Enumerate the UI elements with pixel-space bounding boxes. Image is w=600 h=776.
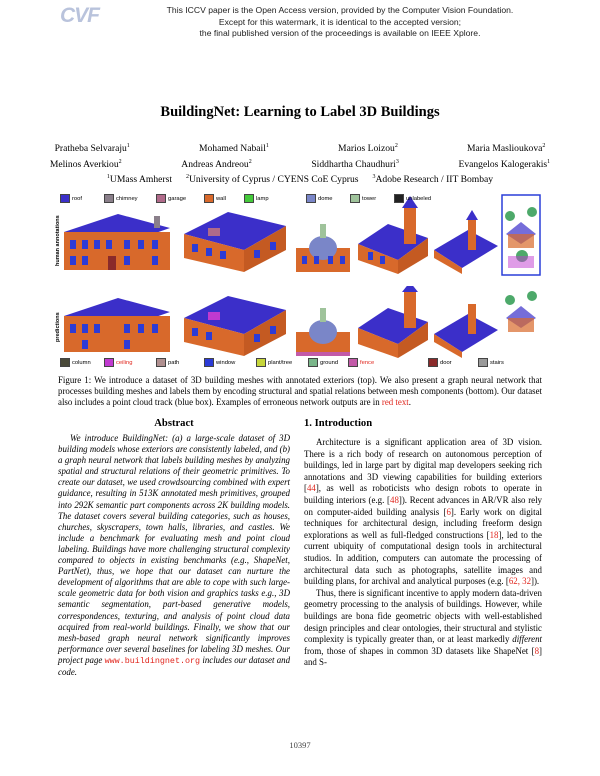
author: Siddhartha Chaudhuri$^3$ [311, 158, 399, 170]
author: Maria Maslioukova$^2$ [467, 143, 546, 155]
figure-1 [55, 194, 542, 370]
introduction-section [304, 418, 542, 669]
house-model [64, 298, 170, 352]
abstract-section [58, 418, 290, 678]
legend-item-path: path [156, 358, 179, 367]
watermark-notice [120, 5, 560, 40]
author: Mohamed Nabail$^1$ [198, 143, 269, 155]
predictions-row [55, 286, 542, 368]
project-url-link[interactable]: www.buildingnet.org [104, 655, 201, 666]
church-model [358, 196, 428, 274]
affiliation: $^1$UMass Amherst [106, 174, 172, 186]
house-model [184, 212, 286, 272]
caption-text: We introduce a dataset of 3D building meshes with annotated exteriors (top). We also present a graph neural network that processes building meshes and labels them by encoding structural and spatial relations between mesh components (bottom). Our dataset also includes a point cloud track (blue box). Examples of erroneous network outputs are in [58, 375, 542, 407]
author-row-2 [20, 156, 580, 172]
intro-paragraph-1: Architecture is a significant application area of 3D vision. There is a rich body of research on autonomous perception of buildings, led in large part by digital map developers seeking rich annotations and 3D viewing capabilities for building exteriors [44], as well as roboticists who design robots to operate in building interiors (e.g. [48]). Recent advances in AR/VR also rely on computer-aided building analysis [6]. Early work on digital techniques for architectural design, including freeform design explorations as well as full-fledged constructions [18], led to the current ubiquity of computational design tools in architectural studios. In addition, computers can automate the processing of architectural data such as photographs, satellite images and building plans, for archival and analytical purposes (e.g. [62, 32]). [304, 437, 542, 587]
abstract-heading: Abstract [154, 418, 194, 429]
legend-item-window: window [204, 358, 235, 367]
author-row-1 [20, 140, 580, 156]
citation-link[interactable]: 18 [489, 529, 499, 540]
section-heading-introduction: 1. Introduction [304, 418, 373, 429]
legend-item-stairs: stairs [478, 358, 504, 367]
legend-item-ceiling: ceiling [104, 358, 132, 367]
watermark-line-3: the final published version of the proceedings is available on IEEE Xplore. [199, 28, 481, 39]
page-number: 10397 [289, 740, 311, 750]
row-label-predictions: predictions [55, 312, 61, 342]
watermark-line-2: Except for this watermark, it is identical to the accepted version; [218, 16, 462, 27]
citation-link[interactable]: 48 [390, 494, 399, 505]
legend-item-plant-tree: plant/tree [256, 358, 292, 367]
legend-item-ground: ground [308, 358, 338, 367]
legend-item-door: door [428, 358, 452, 367]
citation-link[interactable]: 62, 32 [508, 576, 531, 587]
point-cloud-box [502, 195, 540, 275]
abstract-text: We introduce BuildingNet: (a) a large-scale dataset of 3D building models whose exteriors are consistently labeled, and (b) a graph neural network that labels building meshes by analyzing spatial and structural relations of their geometric primitives. To create our dataset, we used crowdsourcing combined with expert guidance, resulting in 513K annotated mesh primitives, grouped into 292K semantic part components across 2K building models. The dataset covers several building categories, such as houses, churches, skyscrapers, town halls, libraries, and castles. We include a benchmark for evaluating mesh and point cloud labeling. Buildings have more challenging structural complexity compared to objects in existing benchmarks (e.g., ShapeNet, PartNet), thus, we hope that our dataset can nurture the development of algorithms that are able to cope with such large-scale geometric data for both vision and graphics tasks e.g., 3D semantic segmentation, part-based generative models, correspondences, texturing, and analysis of point cloud data acquired from real-world buildings. Finally, we show that our mesh-based graph neural network significantly improves performance over several baselines for labeling 3D meshes. Our project page www.buildingnet.org includes our dataset and code. [58, 433, 291, 677]
caption-red-text: red text [381, 397, 409, 407]
affiliation: $^3$Adobe Research / IIT Bombay [372, 174, 494, 186]
caption-label: Figure 1: [58, 375, 92, 385]
author-block [20, 140, 580, 187]
church-model [434, 304, 498, 358]
figure-caption: Figure 1: We introduce a dataset of 3D building meshes with annotated exteriors (top). We also present a graph neural network that processes building meshes and labels them by encoding structural and spatial relations between mesh components (bottom). Our dataset also includes a point cloud track (blue box). Examples of erroneous network outputs are in red text. [58, 375, 542, 407]
dome-building-model [296, 308, 350, 356]
author: Marios Loizou$^2$ [338, 143, 398, 155]
author: Andreas Andreou$^2$ [181, 158, 252, 170]
church-model [358, 286, 428, 358]
paper-title: BuildingNet: Learning to Label 3D Buildings [160, 104, 440, 120]
author: Pratheba Selvaraju$^1$ [54, 143, 130, 155]
affiliation-row [20, 171, 580, 187]
house-model [64, 214, 170, 270]
legend-item-unlabeled: unlabeled [394, 194, 431, 203]
author: Melinos Averkiou$^2$ [49, 158, 122, 170]
affiliation: $^2$University of Cyprus / CYENS CoE Cyprus [186, 174, 359, 186]
legend-item-chimney: chimney [104, 194, 138, 203]
church-model [434, 210, 498, 274]
annotations-row [55, 194, 542, 276]
legend-item-tower: tower [350, 194, 376, 203]
citation-link[interactable]: 44 [306, 483, 316, 494]
annotated-buildings-illustration [58, 194, 542, 276]
watermark-line-1: This ICCV paper is the Open Access version, provided by the Computer Vision Foundation. [166, 5, 514, 15]
dome-building-model [296, 224, 350, 272]
legend-item-wall: wall [204, 194, 226, 203]
point-cloud-box [505, 291, 537, 332]
legend-item-dome: dome [306, 194, 333, 203]
legend-item-fence: fence [348, 358, 374, 367]
house-model [184, 296, 286, 356]
legend-item-column: column [60, 358, 91, 367]
cvf-logo: CVF [60, 4, 99, 27]
legend-item-lamp: lamp [244, 194, 269, 203]
citation-link[interactable]: 6 [446, 506, 451, 517]
legend-item-garage: garage [156, 194, 186, 203]
citation-link[interactable]: 8 [534, 645, 540, 656]
row-label-annotations: human annotations [55, 215, 61, 266]
author: Evangelos Kalogerakis$^1$ [458, 158, 551, 170]
intro-paragraph-2: Thus, there is significant incentive to apply modern data-driven geometry processing to the analysis of buildings. However, while buildings are bona fide geometric objects with well-established design principles and clear ontologies, their structural and stylistic complexity is typically greater than, or at least markedly different from, those of shapes in common 3D datasets like ShapeNet [8] and S- [304, 587, 542, 668]
legend-item-roof: roof [60, 194, 82, 203]
